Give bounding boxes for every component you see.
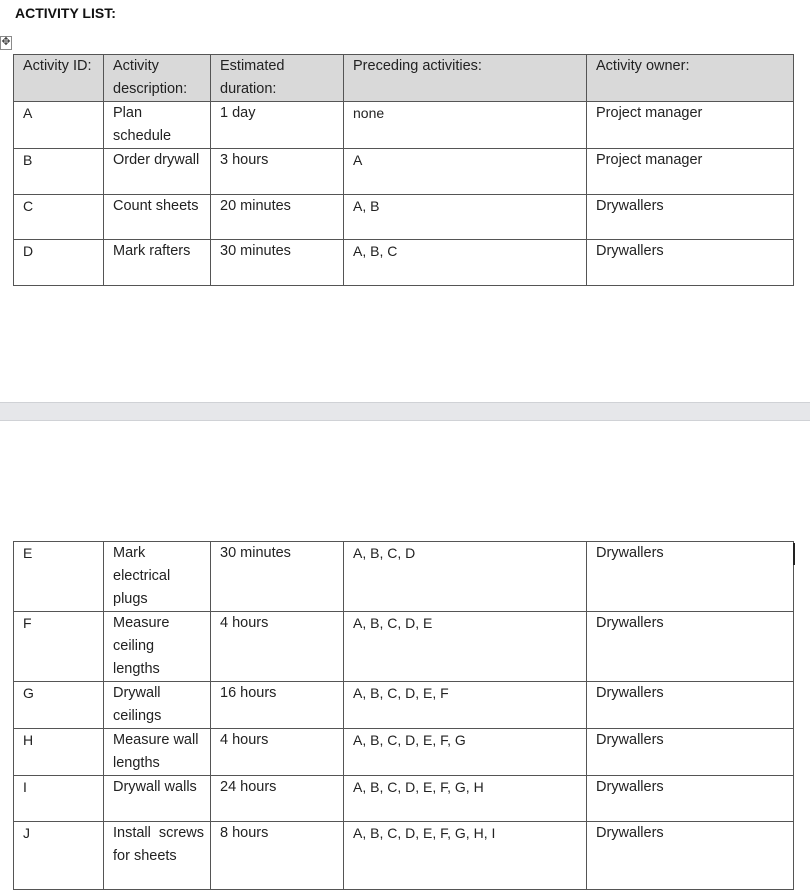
cell-preceding-activities[interactable]: A, B, C, D, E, F, G, H bbox=[344, 776, 587, 822]
cell-activity-id[interactable]: E bbox=[14, 542, 104, 612]
cell-activity-description[interactable]: Drywall walls bbox=[104, 776, 211, 822]
table-row bbox=[14, 149, 794, 195]
cell-activity-owner[interactable]: Drywallers bbox=[587, 240, 794, 286]
header-activity-owner: Activity owner: bbox=[587, 55, 794, 102]
cell-activity-owner[interactable]: Drywallers bbox=[587, 542, 794, 612]
cell-activity-id[interactable]: D bbox=[14, 240, 104, 286]
table-row bbox=[14, 822, 794, 890]
cell-estimated-duration[interactable]: 8 hours bbox=[211, 822, 344, 890]
table-row bbox=[14, 612, 794, 682]
cell-estimated-duration[interactable]: 24 hours bbox=[211, 776, 344, 822]
cell-activity-id[interactable]: A bbox=[14, 102, 104, 149]
activity-table-page-1 bbox=[13, 54, 794, 286]
table-row bbox=[14, 240, 794, 286]
cell-activity-description[interactable]: Install screws for sheets bbox=[104, 822, 211, 890]
cell-estimated-duration[interactable]: 20 minutes bbox=[211, 195, 344, 240]
cell-estimated-duration[interactable]: 3 hours bbox=[211, 149, 344, 195]
cell-activity-description[interactable]: Drywall ceilings bbox=[104, 682, 211, 729]
header-estimated-duration: Estimated duration: bbox=[211, 55, 344, 102]
cell-activity-description[interactable]: Mark rafters bbox=[104, 240, 211, 286]
table-row bbox=[14, 682, 794, 729]
document-page-2 bbox=[0, 421, 810, 892]
cell-activity-id[interactable]: I bbox=[14, 776, 104, 822]
table-row bbox=[14, 102, 794, 149]
cell-activity-id[interactable]: C bbox=[14, 195, 104, 240]
document-page-1 bbox=[0, 0, 810, 402]
table-row bbox=[14, 776, 794, 822]
page-break-gap bbox=[0, 402, 810, 421]
header-activity-description: Activity description: bbox=[104, 55, 211, 102]
cell-activity-owner[interactable]: Project manager bbox=[587, 149, 794, 195]
cell-activity-owner[interactable]: Project manager bbox=[587, 102, 794, 149]
cell-activity-id[interactable]: G bbox=[14, 682, 104, 729]
cell-preceding-activities[interactable]: A, B, C, D bbox=[344, 542, 587, 612]
cell-preceding-activities[interactable]: A, B, C, D, E, F, G, H, I bbox=[344, 822, 587, 890]
cell-activity-description[interactable]: Plan schedule bbox=[104, 102, 211, 149]
cell-activity-description[interactable]: Mark electrical plugs bbox=[104, 542, 211, 612]
cell-activity-description[interactable]: Measure wall lengths bbox=[104, 729, 211, 776]
cell-estimated-duration[interactable]: 16 hours bbox=[211, 682, 344, 729]
cell-activity-id[interactable]: J bbox=[14, 822, 104, 890]
activity-list-heading: ACTIVITY LIST: bbox=[15, 5, 116, 21]
cell-preceding-activities[interactable]: A, B, C bbox=[344, 240, 587, 286]
activity-table-page-2 bbox=[13, 541, 794, 890]
cell-estimated-duration[interactable]: 4 hours bbox=[211, 612, 344, 682]
header-preceding-activities: Preceding activities: bbox=[344, 55, 587, 102]
cell-activity-id[interactable]: B bbox=[14, 149, 104, 195]
table-row bbox=[14, 729, 794, 776]
cell-activity-owner[interactable]: Drywallers bbox=[587, 682, 794, 729]
cell-preceding-activities[interactable]: A bbox=[344, 149, 587, 195]
cell-activity-description[interactable]: Count sheets bbox=[104, 195, 211, 240]
cell-estimated-duration[interactable]: 30 minutes bbox=[211, 542, 344, 612]
cell-preceding-activities[interactable]: none bbox=[344, 102, 587, 149]
table-header-row bbox=[14, 55, 794, 102]
cell-activity-owner[interactable]: Drywallers bbox=[587, 612, 794, 682]
cell-preceding-activities[interactable]: A, B, C, D, E, F bbox=[344, 682, 587, 729]
cell-activity-owner[interactable]: Drywallers bbox=[587, 195, 794, 240]
cell-activity-description[interactable]: Order drywall bbox=[104, 149, 211, 195]
cell-activity-owner[interactable]: Drywallers bbox=[587, 776, 794, 822]
cell-activity-owner[interactable]: Drywallers bbox=[587, 729, 794, 776]
cell-activity-owner[interactable]: Drywallers bbox=[587, 822, 794, 890]
table-move-handle-icon[interactable]: ✥ bbox=[1, 36, 11, 48]
cell-activity-id[interactable]: H bbox=[14, 729, 104, 776]
header-activity-id: Activity ID: bbox=[14, 55, 104, 102]
table-row bbox=[14, 195, 794, 240]
cell-estimated-duration[interactable]: 4 hours bbox=[211, 729, 344, 776]
cell-preceding-activities[interactable]: A, B, C, D, E, F, G bbox=[344, 729, 587, 776]
cell-preceding-activities[interactable]: A, B, C, D, E bbox=[344, 612, 587, 682]
table-row bbox=[14, 542, 794, 612]
cell-estimated-duration[interactable]: 30 minutes bbox=[211, 240, 344, 286]
text-cursor bbox=[793, 543, 795, 565]
cell-activity-description[interactable]: Measure ceiling lengths bbox=[104, 612, 211, 682]
cell-activity-id[interactable]: F bbox=[14, 612, 104, 682]
cell-preceding-activities[interactable]: A, B bbox=[344, 195, 587, 240]
cell-estimated-duration[interactable]: 1 day bbox=[211, 102, 344, 149]
